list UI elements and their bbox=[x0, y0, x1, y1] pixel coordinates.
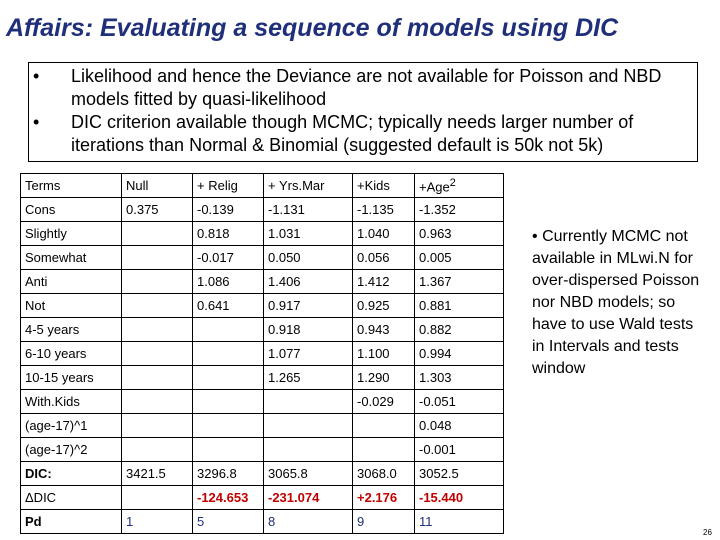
delta-dic-cell: -124.653 bbox=[193, 486, 264, 510]
pd-row bbox=[21, 510, 504, 534]
table-cell: 0.048 bbox=[415, 414, 504, 438]
delta-dic-cell: -231.074 bbox=[264, 486, 353, 510]
table-header-cell: +Age$^2$ bbox=[415, 174, 504, 198]
delta-dic-cell bbox=[122, 486, 193, 510]
table-cell bbox=[193, 318, 264, 342]
table-row bbox=[21, 414, 504, 438]
side-note-marker: • bbox=[532, 228, 538, 245]
side-note bbox=[532, 226, 704, 380]
table-header-row bbox=[21, 174, 504, 198]
table-cell bbox=[264, 390, 353, 414]
table-row bbox=[21, 366, 504, 390]
table-cell bbox=[122, 222, 193, 246]
table-cell: -0.139 bbox=[193, 198, 264, 222]
superscript: 2 bbox=[449, 176, 456, 189]
table-cell bbox=[193, 342, 264, 366]
table-cell: Slightly bbox=[21, 222, 122, 246]
pd-cell: 11 bbox=[415, 510, 504, 534]
table-cell: 10-15 years bbox=[21, 366, 122, 390]
delta-dic-cell: +2.176 bbox=[353, 486, 415, 510]
pd-cell: 8 bbox=[264, 510, 353, 534]
table-cell: 1.290 bbox=[353, 366, 415, 390]
table-cell bbox=[193, 366, 264, 390]
table-cell bbox=[122, 414, 193, 438]
dic-row bbox=[21, 462, 504, 486]
table-cell: -1.352 bbox=[415, 198, 504, 222]
bullet-marker: • bbox=[33, 112, 40, 132]
table-cell bbox=[264, 438, 353, 462]
delta-dic-cell: ΔDIC bbox=[21, 486, 122, 510]
table-cell: 0.963 bbox=[415, 222, 504, 246]
table-cell bbox=[122, 390, 193, 414]
table-cell bbox=[122, 294, 193, 318]
table-cell: 0.882 bbox=[415, 318, 504, 342]
pd-cell: 5 bbox=[193, 510, 264, 534]
delta-dic-cell: -15.440 bbox=[415, 486, 504, 510]
table-cell: -1.131 bbox=[264, 198, 353, 222]
table-cell: 0.925 bbox=[353, 294, 415, 318]
table-cell: -0.001 bbox=[415, 438, 504, 462]
table-cell: 4-5 years bbox=[21, 318, 122, 342]
table-header-cell: +Kids bbox=[353, 174, 415, 198]
table-row bbox=[21, 342, 504, 366]
table-row bbox=[21, 222, 504, 246]
table-cell: 0.994 bbox=[415, 342, 504, 366]
table-cell: 0.917 bbox=[264, 294, 353, 318]
table-cell: 0.881 bbox=[415, 294, 504, 318]
table-cell bbox=[122, 342, 193, 366]
table-cell: Somewhat bbox=[21, 246, 122, 270]
pd-cell: 9 bbox=[353, 510, 415, 534]
table-cell: -0.051 bbox=[415, 390, 504, 414]
side-note-text: Currently MCMC not available in MLwi.N for over-dispersed Poisson nor NBD models; so have to use Wald tests in Intervals and tests window bbox=[532, 228, 700, 377]
table-cell: With.Kids bbox=[21, 390, 122, 414]
table-header-cell: + Relig bbox=[193, 174, 264, 198]
delta-dic-row bbox=[21, 486, 504, 510]
table-cell: Anti bbox=[21, 270, 122, 294]
table-cell: 0.818 bbox=[193, 222, 264, 246]
table-cell bbox=[122, 270, 193, 294]
table-cell bbox=[193, 438, 264, 462]
bullet-box bbox=[28, 62, 698, 162]
table-row bbox=[21, 294, 504, 318]
table-row bbox=[21, 390, 504, 414]
table-cell: 0.641 bbox=[193, 294, 264, 318]
table-cell bbox=[122, 318, 193, 342]
pd-cell: 1 bbox=[122, 510, 193, 534]
table-cell: 1.077 bbox=[264, 342, 353, 366]
table-header-cell: Terms bbox=[21, 174, 122, 198]
table-cell bbox=[122, 246, 193, 270]
slide-title: Affairs: Evaluating a sequence of models using DIC bbox=[6, 14, 619, 42]
table-cell: 1.031 bbox=[264, 222, 353, 246]
table-row bbox=[21, 198, 504, 222]
table-cell: 0.050 bbox=[264, 246, 353, 270]
table-cell: 1.303 bbox=[415, 366, 504, 390]
table-cell bbox=[193, 414, 264, 438]
table-cell: (age-17)^2 bbox=[21, 438, 122, 462]
dic-cell: DIC: bbox=[21, 462, 122, 486]
table-cell: 1.086 bbox=[193, 270, 264, 294]
table-cell: 1.040 bbox=[353, 222, 415, 246]
table-cell bbox=[353, 438, 415, 462]
table-cell: 1.412 bbox=[353, 270, 415, 294]
table-cell: 1.406 bbox=[264, 270, 353, 294]
table-cell: 0.918 bbox=[264, 318, 353, 342]
dic-cell: 3065.8 bbox=[264, 462, 353, 486]
table-row bbox=[21, 318, 504, 342]
table-cell: 0.056 bbox=[353, 246, 415, 270]
table-cell: 0.943 bbox=[353, 318, 415, 342]
table-cell: (age-17)^1 bbox=[21, 414, 122, 438]
table-cell: -0.029 bbox=[353, 390, 415, 414]
table-cell: -1.135 bbox=[353, 198, 415, 222]
bullet-text: Likelihood and hence the Deviance are not available for Poisson and NBD models fitted by quasi-likelihood bbox=[71, 66, 662, 109]
model-comparison-table bbox=[20, 173, 504, 534]
bullet-item bbox=[33, 111, 693, 157]
table-row bbox=[21, 246, 504, 270]
dic-cell: 3052.5 bbox=[415, 462, 504, 486]
bullet-marker: • bbox=[33, 66, 40, 86]
dic-cell: 3296.8 bbox=[193, 462, 264, 486]
table-cell: 1.367 bbox=[415, 270, 504, 294]
table-cell: 0.375 bbox=[122, 198, 193, 222]
table-cell bbox=[193, 390, 264, 414]
table-cell: 6-10 years bbox=[21, 342, 122, 366]
table-header-cell: Null bbox=[122, 174, 193, 198]
dic-cell: 3068.0 bbox=[353, 462, 415, 486]
table-cell: Not bbox=[21, 294, 122, 318]
table-cell: 0.005 bbox=[415, 246, 504, 270]
bullet-item bbox=[33, 65, 693, 111]
table-cell bbox=[122, 366, 193, 390]
table-cell: 1.100 bbox=[353, 342, 415, 366]
table-row bbox=[21, 270, 504, 294]
page-number: 26 bbox=[703, 528, 712, 537]
table-cell bbox=[264, 414, 353, 438]
table-cell: -0.017 bbox=[193, 246, 264, 270]
table-row bbox=[21, 438, 504, 462]
table-cell bbox=[122, 438, 193, 462]
table-cell bbox=[353, 414, 415, 438]
table-header-cell: + Yrs.Mar bbox=[264, 174, 353, 198]
dic-cell: 3421.5 bbox=[122, 462, 193, 486]
table-cell: Cons bbox=[21, 198, 122, 222]
bullet-text: DIC criterion available though MCMC; typically needs larger number of iterations than Normal & Binomial (suggested default is 50k not 5k) bbox=[71, 112, 634, 155]
pd-cell: Pd bbox=[21, 510, 122, 534]
table-cell: 1.265 bbox=[264, 366, 353, 390]
